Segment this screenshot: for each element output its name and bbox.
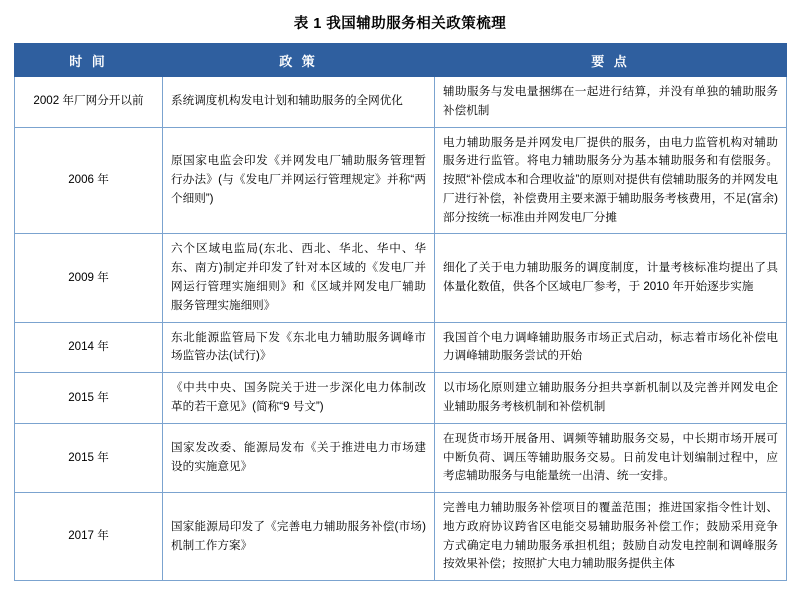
cell-key-points: 电力辅助服务是并网发电厂提供的服务，由电力监管机构对辅助服务进行监管。将电力辅助服务分为基本辅助服务和有偿服务。按照“补偿成本和合理收益”的原则对提供有偿辅助服务的并网发电厂进行补偿，补偿费用主要来源于辅助服务考核费用，不足(富余)部分按统一标准由并网发电厂分摊 bbox=[435, 127, 787, 234]
table-row bbox=[15, 373, 787, 424]
cell-key-points: 在现货市场开展备用、调频等辅助服务交易，中长期市场开展可中断负荷、调压等辅助服务交易。日前发电计划编制过程中，应考虑辅助服务与电能量统一出清、统一安排。 bbox=[435, 423, 787, 492]
cell-time: 2015 年 bbox=[15, 423, 163, 492]
cell-policy: 六个区域电监局(东北、西北、华北、华中、华东、南方)制定并印发了针对本区域的《发电厂并网运行管理实施细则》和《区域并网发电厂辅助服务管理实施细则》 bbox=[163, 234, 435, 322]
table-row bbox=[15, 423, 787, 492]
table-row bbox=[15, 127, 787, 234]
table-header-row bbox=[15, 44, 787, 77]
cell-time: 2002 年厂网分开以前 bbox=[15, 77, 163, 128]
cell-policy: 《中共中央、国务院关于进一步深化电力体制改革的若干意见》(简称“9 号文”) bbox=[163, 373, 435, 424]
cell-time: 2014 年 bbox=[15, 322, 163, 373]
cell-key-points: 我国首个电力调峰辅助服务市场正式启动，标志着市场化补偿电力调峰辅助服务尝试的开始 bbox=[435, 322, 787, 373]
table-row bbox=[15, 322, 787, 373]
cell-key-points: 辅助服务与发电量捆绑在一起进行结算，并没有单独的辅助服务补偿机制 bbox=[435, 77, 787, 128]
cell-policy: 国家能源局印发了《完善电力辅助服务补偿(市场)机制工作方案》 bbox=[163, 493, 435, 581]
policy-table bbox=[14, 43, 787, 581]
cell-time: 2006 年 bbox=[15, 127, 163, 234]
cell-policy: 系统调度机构发电计划和辅助服务的全网优化 bbox=[163, 77, 435, 128]
cell-key-points: 完善电力辅助服务补偿项目的覆盖范围；推进国家指令性计划、地方政府协议跨省区电能交易辅助服务补偿工作；鼓励采用竞争方式确定电力辅助服务承担机组；鼓励自动发电控制和调峰服务按效果补偿；按照扩大电力辅助服务提供主体 bbox=[435, 493, 787, 581]
cell-time: 2017 年 bbox=[15, 493, 163, 581]
cell-key-points: 细化了关于电力辅助服务的调度制度，计量考核标准均提出了具体量化数值，供各个区域电厂参考，于 2010 年开始逐步实施 bbox=[435, 234, 787, 322]
cell-key-points: 以市场化原则建立辅助服务分担共享新机制以及完善并网发电企业辅助服务考核机制和补偿机制 bbox=[435, 373, 787, 424]
table-row bbox=[15, 77, 787, 128]
cell-policy: 原国家电监会印发《并网发电厂辅助服务管理暂行办法》(与《发电厂并网运行管理规定》并称“两个细则”) bbox=[163, 127, 435, 234]
cell-policy: 国家发改委、能源局发布《关于推进电力市场建设的实施意见》 bbox=[163, 423, 435, 492]
table-body bbox=[15, 77, 787, 581]
column-header-policy: 政 策 bbox=[163, 44, 435, 77]
column-header-key-points: 要 点 bbox=[435, 44, 787, 77]
cell-time: 2009 年 bbox=[15, 234, 163, 322]
column-header-time: 时 间 bbox=[15, 44, 163, 77]
table-header bbox=[15, 44, 787, 77]
table-row bbox=[15, 234, 787, 322]
table-row bbox=[15, 493, 787, 581]
cell-policy: 东北能源监管局下发《东北电力辅助服务调峰市场监管办法(试行)》 bbox=[163, 322, 435, 373]
cell-time: 2015 年 bbox=[15, 373, 163, 424]
table-caption: 表 1 我国辅助服务相关政策梳理 bbox=[293, 16, 507, 32]
